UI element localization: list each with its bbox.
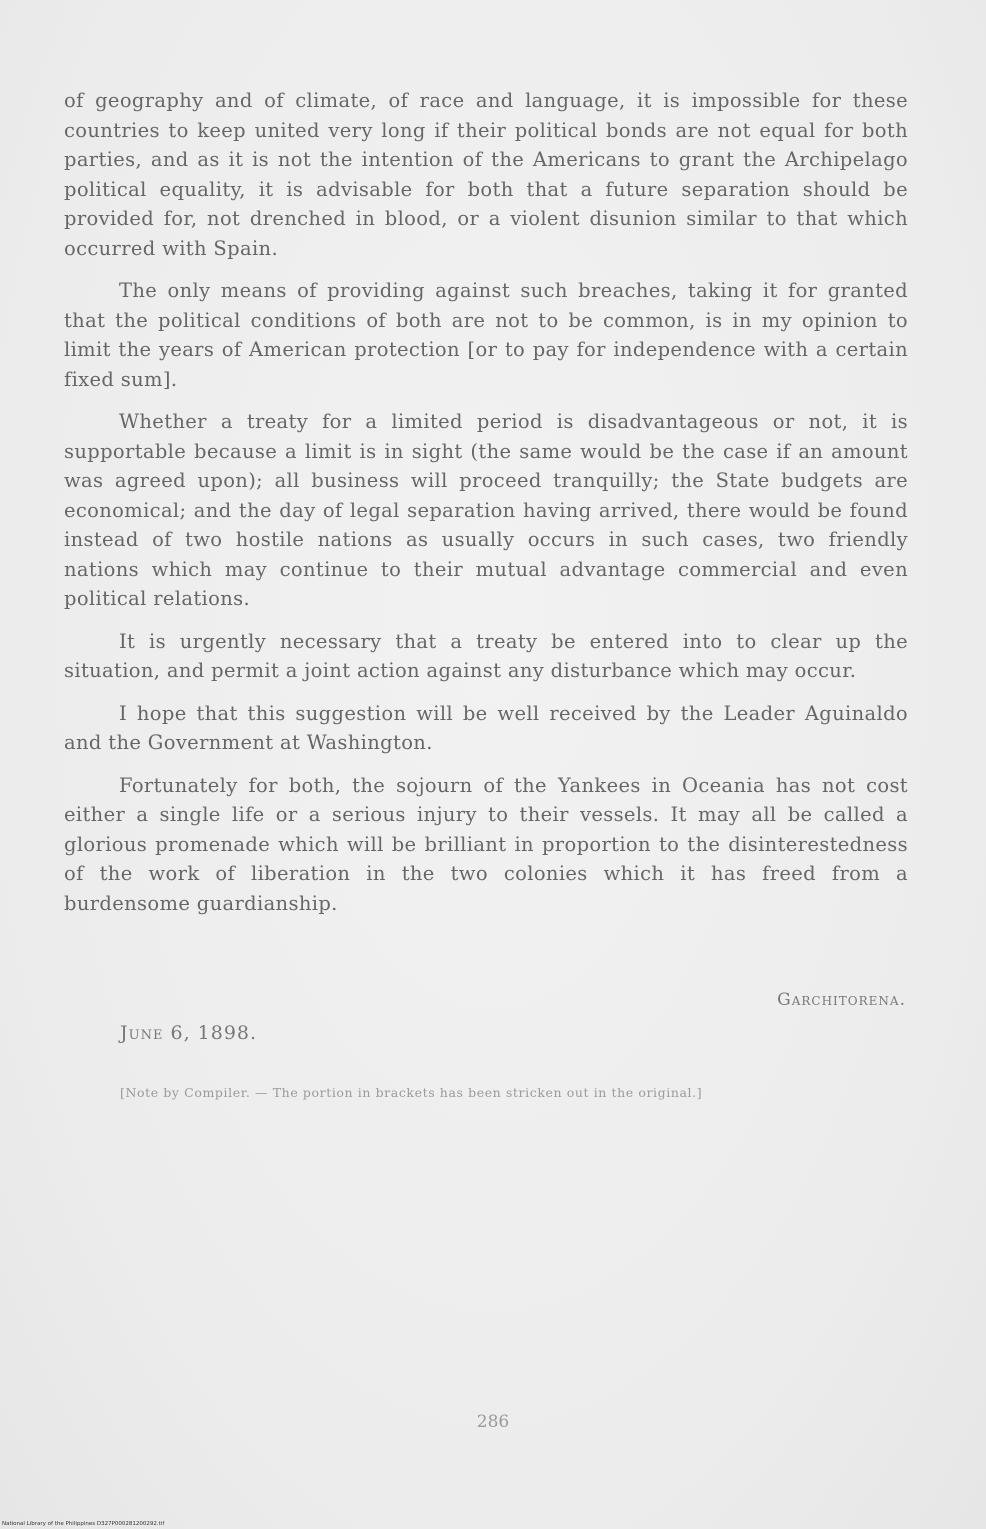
archive-footer: National Library of the Philippines D327P000281200292.tif bbox=[2, 1521, 165, 1527]
document-body bbox=[64, 86, 908, 918]
paragraph-fortunately: Fortunately for both, the sojourn of the Yankees in Oceania has not cost either a single life or a serious injury to their vessels. It may all be called a glorious promenade which will be brilliant in proportion to the disinterestedness of the work of liberation in the two colonies which it has freed from a burdensome guardianship. bbox=[64, 773, 908, 915]
page-number: 286 bbox=[476, 1412, 510, 1432]
paragraph-urgent-treaty: It is urgently necessary that a treaty be entered into to clear up the situation, and permit a joint action against any disturbance which may occur. bbox=[64, 629, 908, 682]
letter-date: June 6, 1898. bbox=[120, 1022, 258, 1044]
signature: Garchitorena. bbox=[777, 990, 906, 1010]
compiler-note: [Note by Compiler. — The portion in brackets has been stricken out in the original.] bbox=[120, 1085, 703, 1100]
paragraph-continuation: of geography and of climate, of race and language, it is impossible for these countries to keep united very long if their political bonds are not equal for both parties, and as it is not the intention of the Americans to grant the Archipelago political equality, it is advisable for both that a future separation should be provided for, not drenched in blood, or a violent disunion similar to that which occurred with Spain. bbox=[64, 89, 908, 260]
paragraph-means-of-providing: The only means of providing against such breaches, taking it for granted that the political conditions of both are not to be common, is in my opinion to limit the years of American protection [or to pay for independence with a certain fixed sum]. bbox=[64, 279, 908, 391]
paragraph-hope-suggestion: I hope that this suggestion will be well received by the Leader Aguinaldo and the Government at Washington. bbox=[64, 701, 908, 754]
paragraph-treaty-limited-period: Whether a treaty for a limited period is disadvantageous or not, it is supportable because a limit is in sight (the same would be the case if an amount was agreed upon); all business will proceed tranquilly; the State budgets are economical; and the day of legal separation having arrived, there would be found instead of two hostile nations as usually occurs in such cases, two friendly nations which may continue to their mutual advantage commercial and even political relations. bbox=[64, 410, 908, 610]
